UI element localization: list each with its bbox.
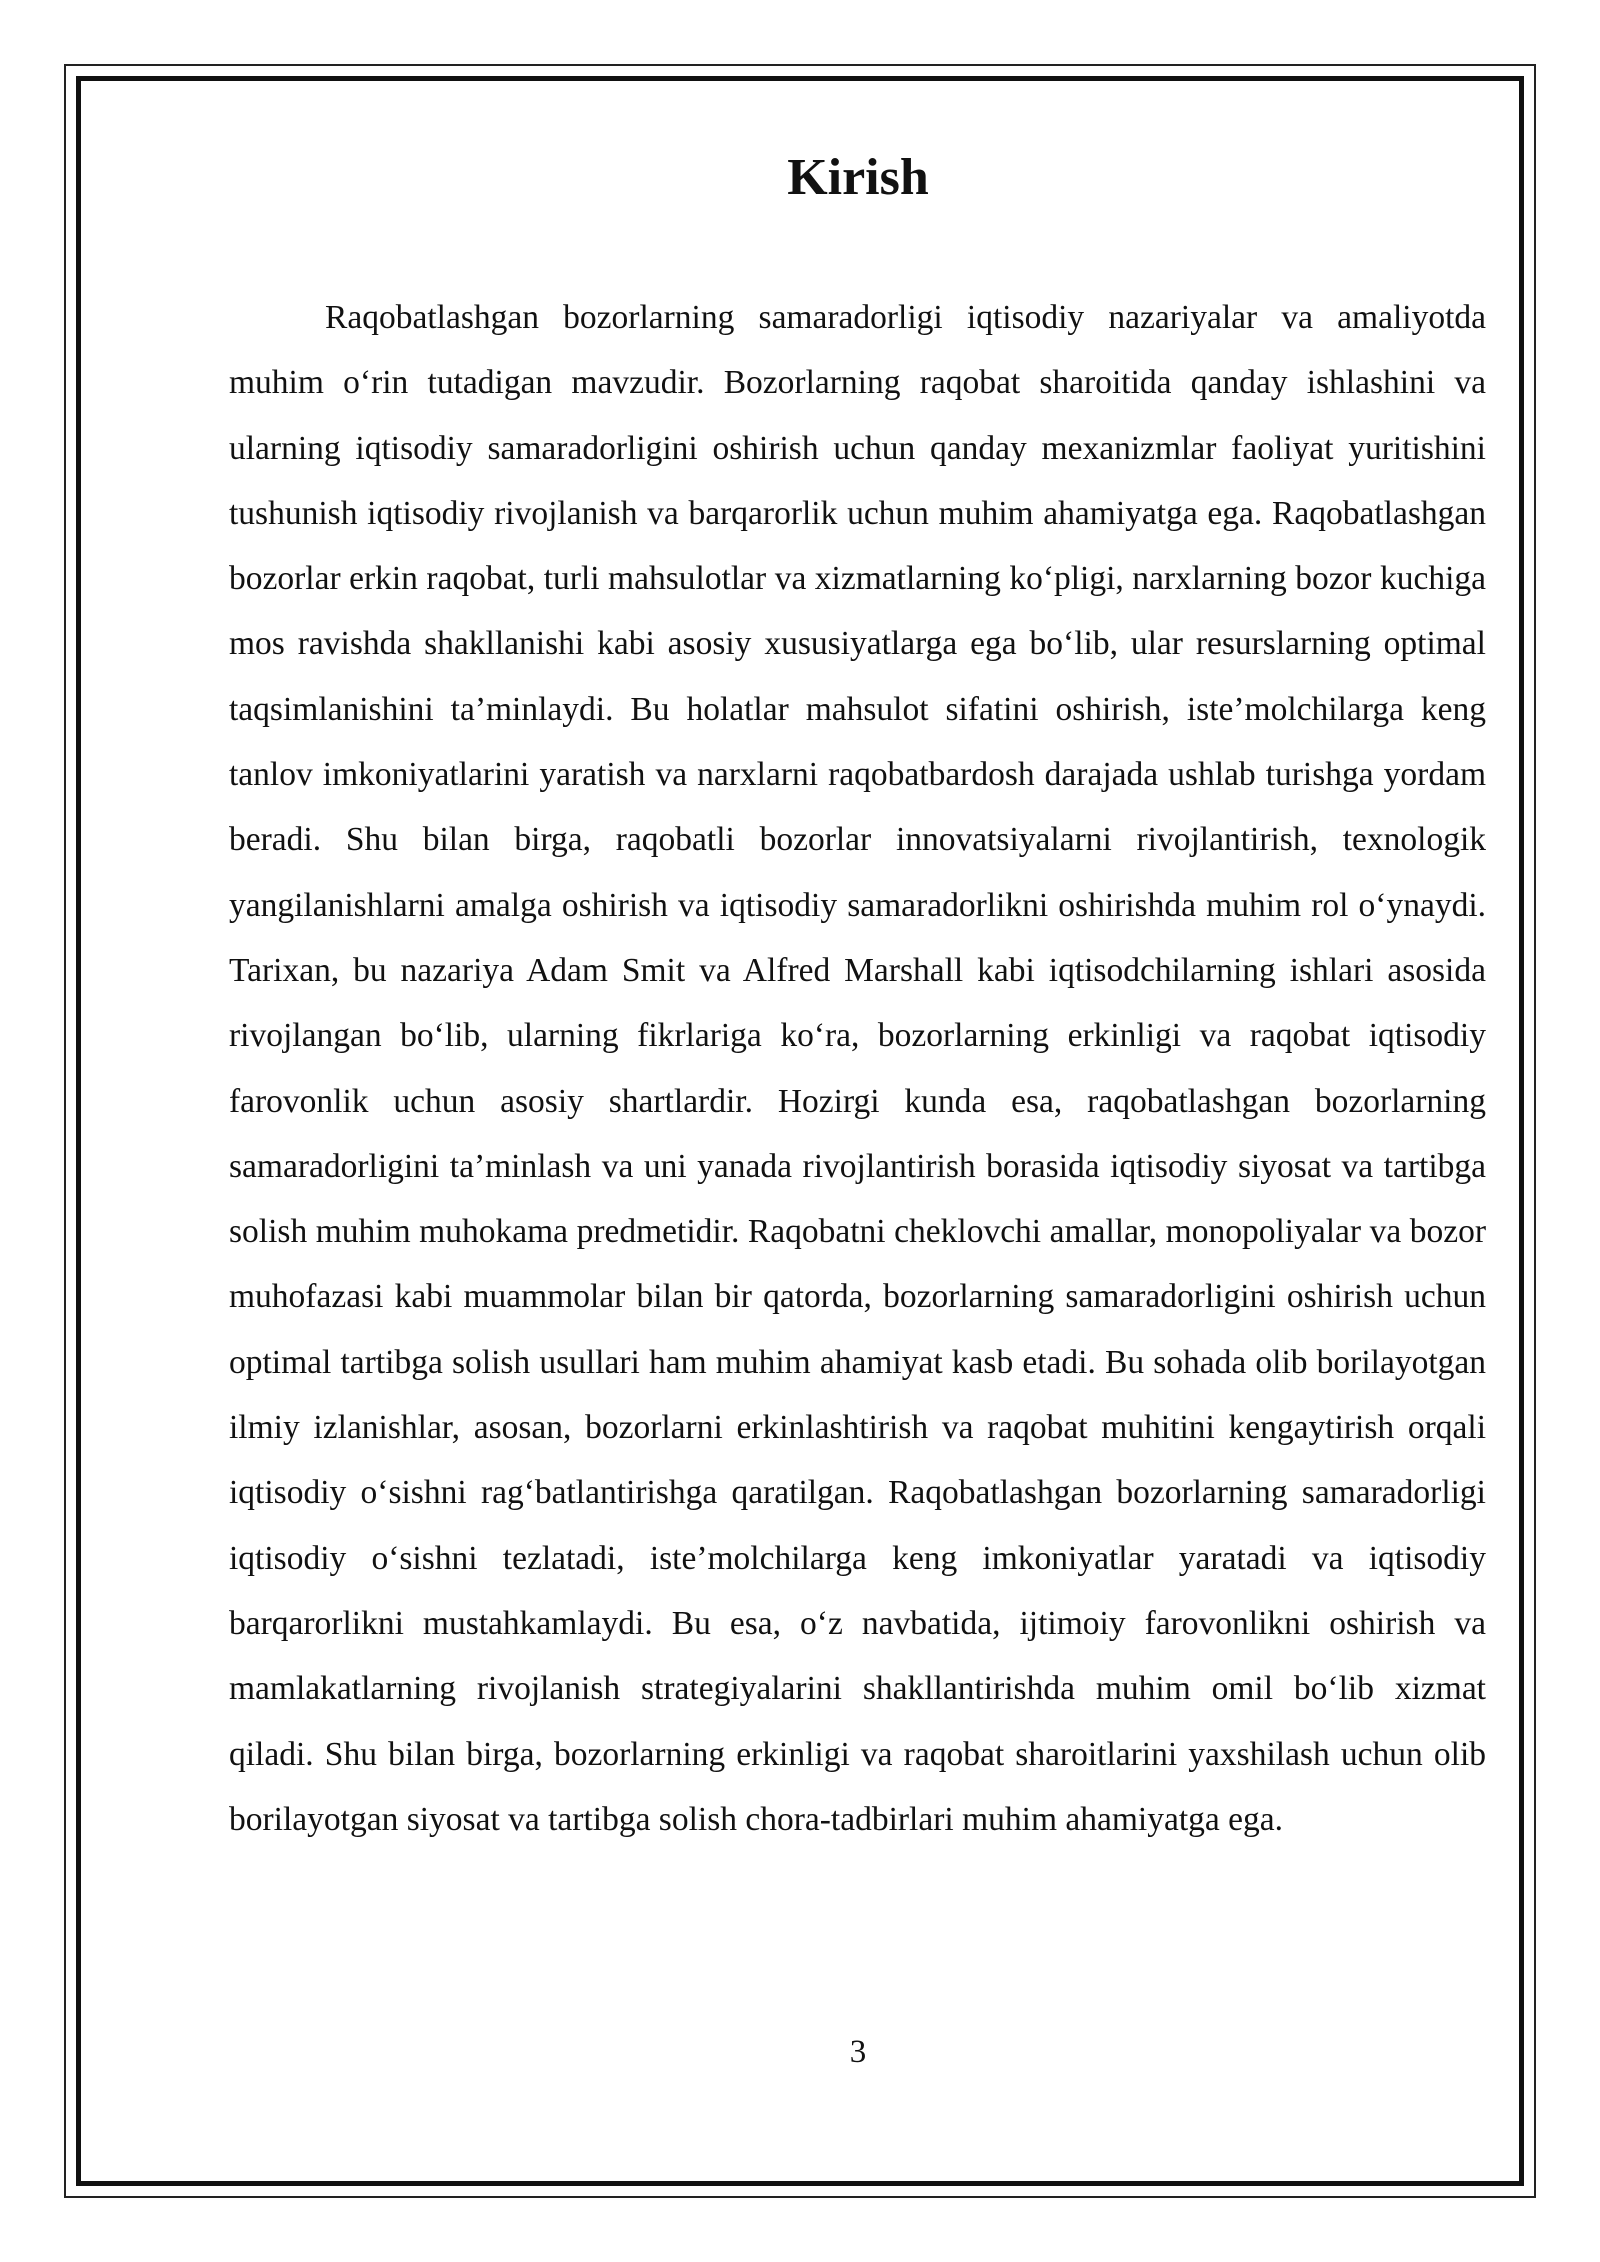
page-number: 3: [849, 2034, 867, 2070]
body-paragraph: Raqobatlashgan bozorlarning samaradorligi iqtisodiy nazariyalar va amaliyotda muhim o‘rin tutadigan mavzudir. Bozorlarning raqobat sharoitida qanday ishlashini va ularning iqtisodiy samaradorligini oshirish uchun qanday mexanizmlar faoliyat yuritishini tushunish iqtisodiy rivojlanish va barqarorlik uchun muhim ahamiyatga ega. Raqobatlashgan bozorlar erkin raqobat, turli mahsulotlar va xizmatlarning ko‘pligi, narxlarning bozor kuchiga mos ravishda shakllanishi kabi asosiy xususiyatlarga ega bo‘lib, ular resurslarning optimal taqsimlanishini ta’minlaydi. Bu holatlar mahsulot sifatini oshirish, iste’molchilarga keng tanlov imkoniyatlarini yaratish va narxlarni raqobatbardosh darajada ushlab turishga yordam beradi. Shu bilan birga, raqobatli bozorlar innovatsiyalarni rivojlantirish, texnologik yangilanishlarni amalga oshirish va iqtisodiy samaradorlikni oshirishda muhim rol o‘ynaydi. Tarixan, bu nazariya Adam Smit va Alfred Marshall kabi iqtisodchilarning ishlari asosida rivojlangan bo‘lib, ularning fikrlariga ko‘ra, bozorlarning erkinligi va raqobat iqtisodiy farovonlik uchun asosiy shartlardir. Hozirgi kunda esa, raqobatlashgan bozorlarning samaradorligini ta’minlash va uni yanada rivojlantirish borasida iqtisodiy siyosat va tartibga solish muhim muhokama predmetidir. Raqobatni cheklovchi amallar, monopoliyalar va bozor muhofazasi kabi muammolar bilan bir qatorda, bozorlarning samaradorligini oshirish uchun optimal tartibga solish usullari ham muhim ahamiyat kasb etadi. Bu sohada olib borilayotgan ilmiy izlanishlar, asosan, bozorlarni erkinlashtirish va raqobat muhitini kengaytirish orqali iqtisodiy o‘sishni rag‘batlantirishga qaratilgan. Raqobatlashgan bozorlarning samaradorligi iqtisodiy o‘sishni tezlatadi, iste’molchilarga keng imkoniyatlar yaratadi va iqtisodiy barqarorlikni mustahkamlaydi. Bu esa, o‘z navbatida, ijtimoiy farovonlikni oshirish va mamlakatlarning rivojlanish strategiyalarini shakllantirishda muhim omil bo‘lib xizmat qiladi. Shu bilan birga, bozorlarning erkinligi va raqobat sharoitlarini yaxshilash uchun olib borilayotgan siyosat va tartibga solish chora-tadbirlari muhim ahamiyatga ega.: [229, 299, 1486, 1838]
page-title: Kirish: [787, 149, 929, 206]
